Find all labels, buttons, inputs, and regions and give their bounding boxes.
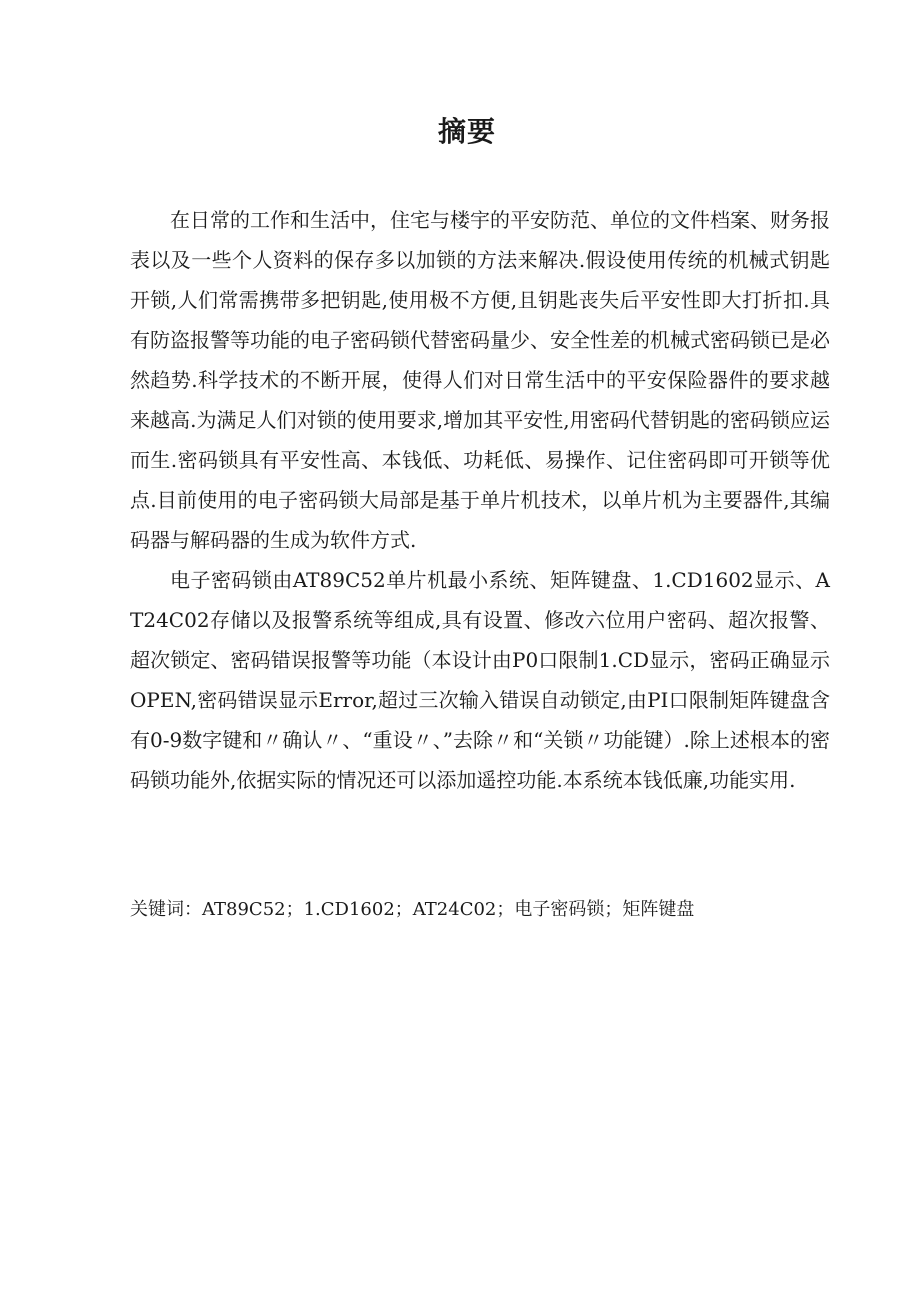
abstract-body bbox=[130, 200, 830, 800]
abstract-paragraph-2: 电子密码锁由AT89C52单片机最小系统、矩阵键盘、1.CD1602显示、AT24C02存储以及报警系统等组成,具有设置、修改六位用户密码、超次报警、超次锁定、密码错误报警等功能（本设计由P0口限制1.CD显示，密码正确显示OPEN,密码错误显示Error,超过三次输入错误自动锁定,由PI口限制矩阵键盘含有0-9数字键和〃确认〃、“重设〃、”去除〃和“关锁〃功能键）.除上述根本的密码锁功能外,依据实际的情况还可以添加遥控功能.本系统本钱低廉,功能实用. bbox=[130, 568, 830, 792]
keywords-line: 关键词：AT89C52；1.CD1602；AT24C02；电子密码锁；矩阵键盘 bbox=[130, 899, 695, 920]
page-title: 摘要 bbox=[437, 115, 496, 148]
abstract-paragraph-1: 在日常的工作和生活中，住宅与楼宇的平安防范、单位的文件档案、财务报表以及一些个人资料的保存多以加锁的方法来解决.假设使用传统的机械式钥匙开锁,人们常需携带多把钥匙,使用极不方便,且钥匙丧失后平安性即大打折扣.具有防盗报警等功能的电子密码锁代替密码量少、安全性差的机械式密码锁已是必然趋势.科学技术的不断开展，使得人们对日常生活中的平安保险器件的要求越来越高.为满足人们对锁的使用要求,增加其平安性,用密码代替钥匙的密码锁应运而生.密码锁具有平安性高、本钱低、功耗低、易操作、记住密码即可开锁等优点.目前使用的电子密码锁大局部是基于单片机技术，以单片机为主要器件,其编码器与解码器的生成为软件方式. bbox=[130, 208, 830, 552]
